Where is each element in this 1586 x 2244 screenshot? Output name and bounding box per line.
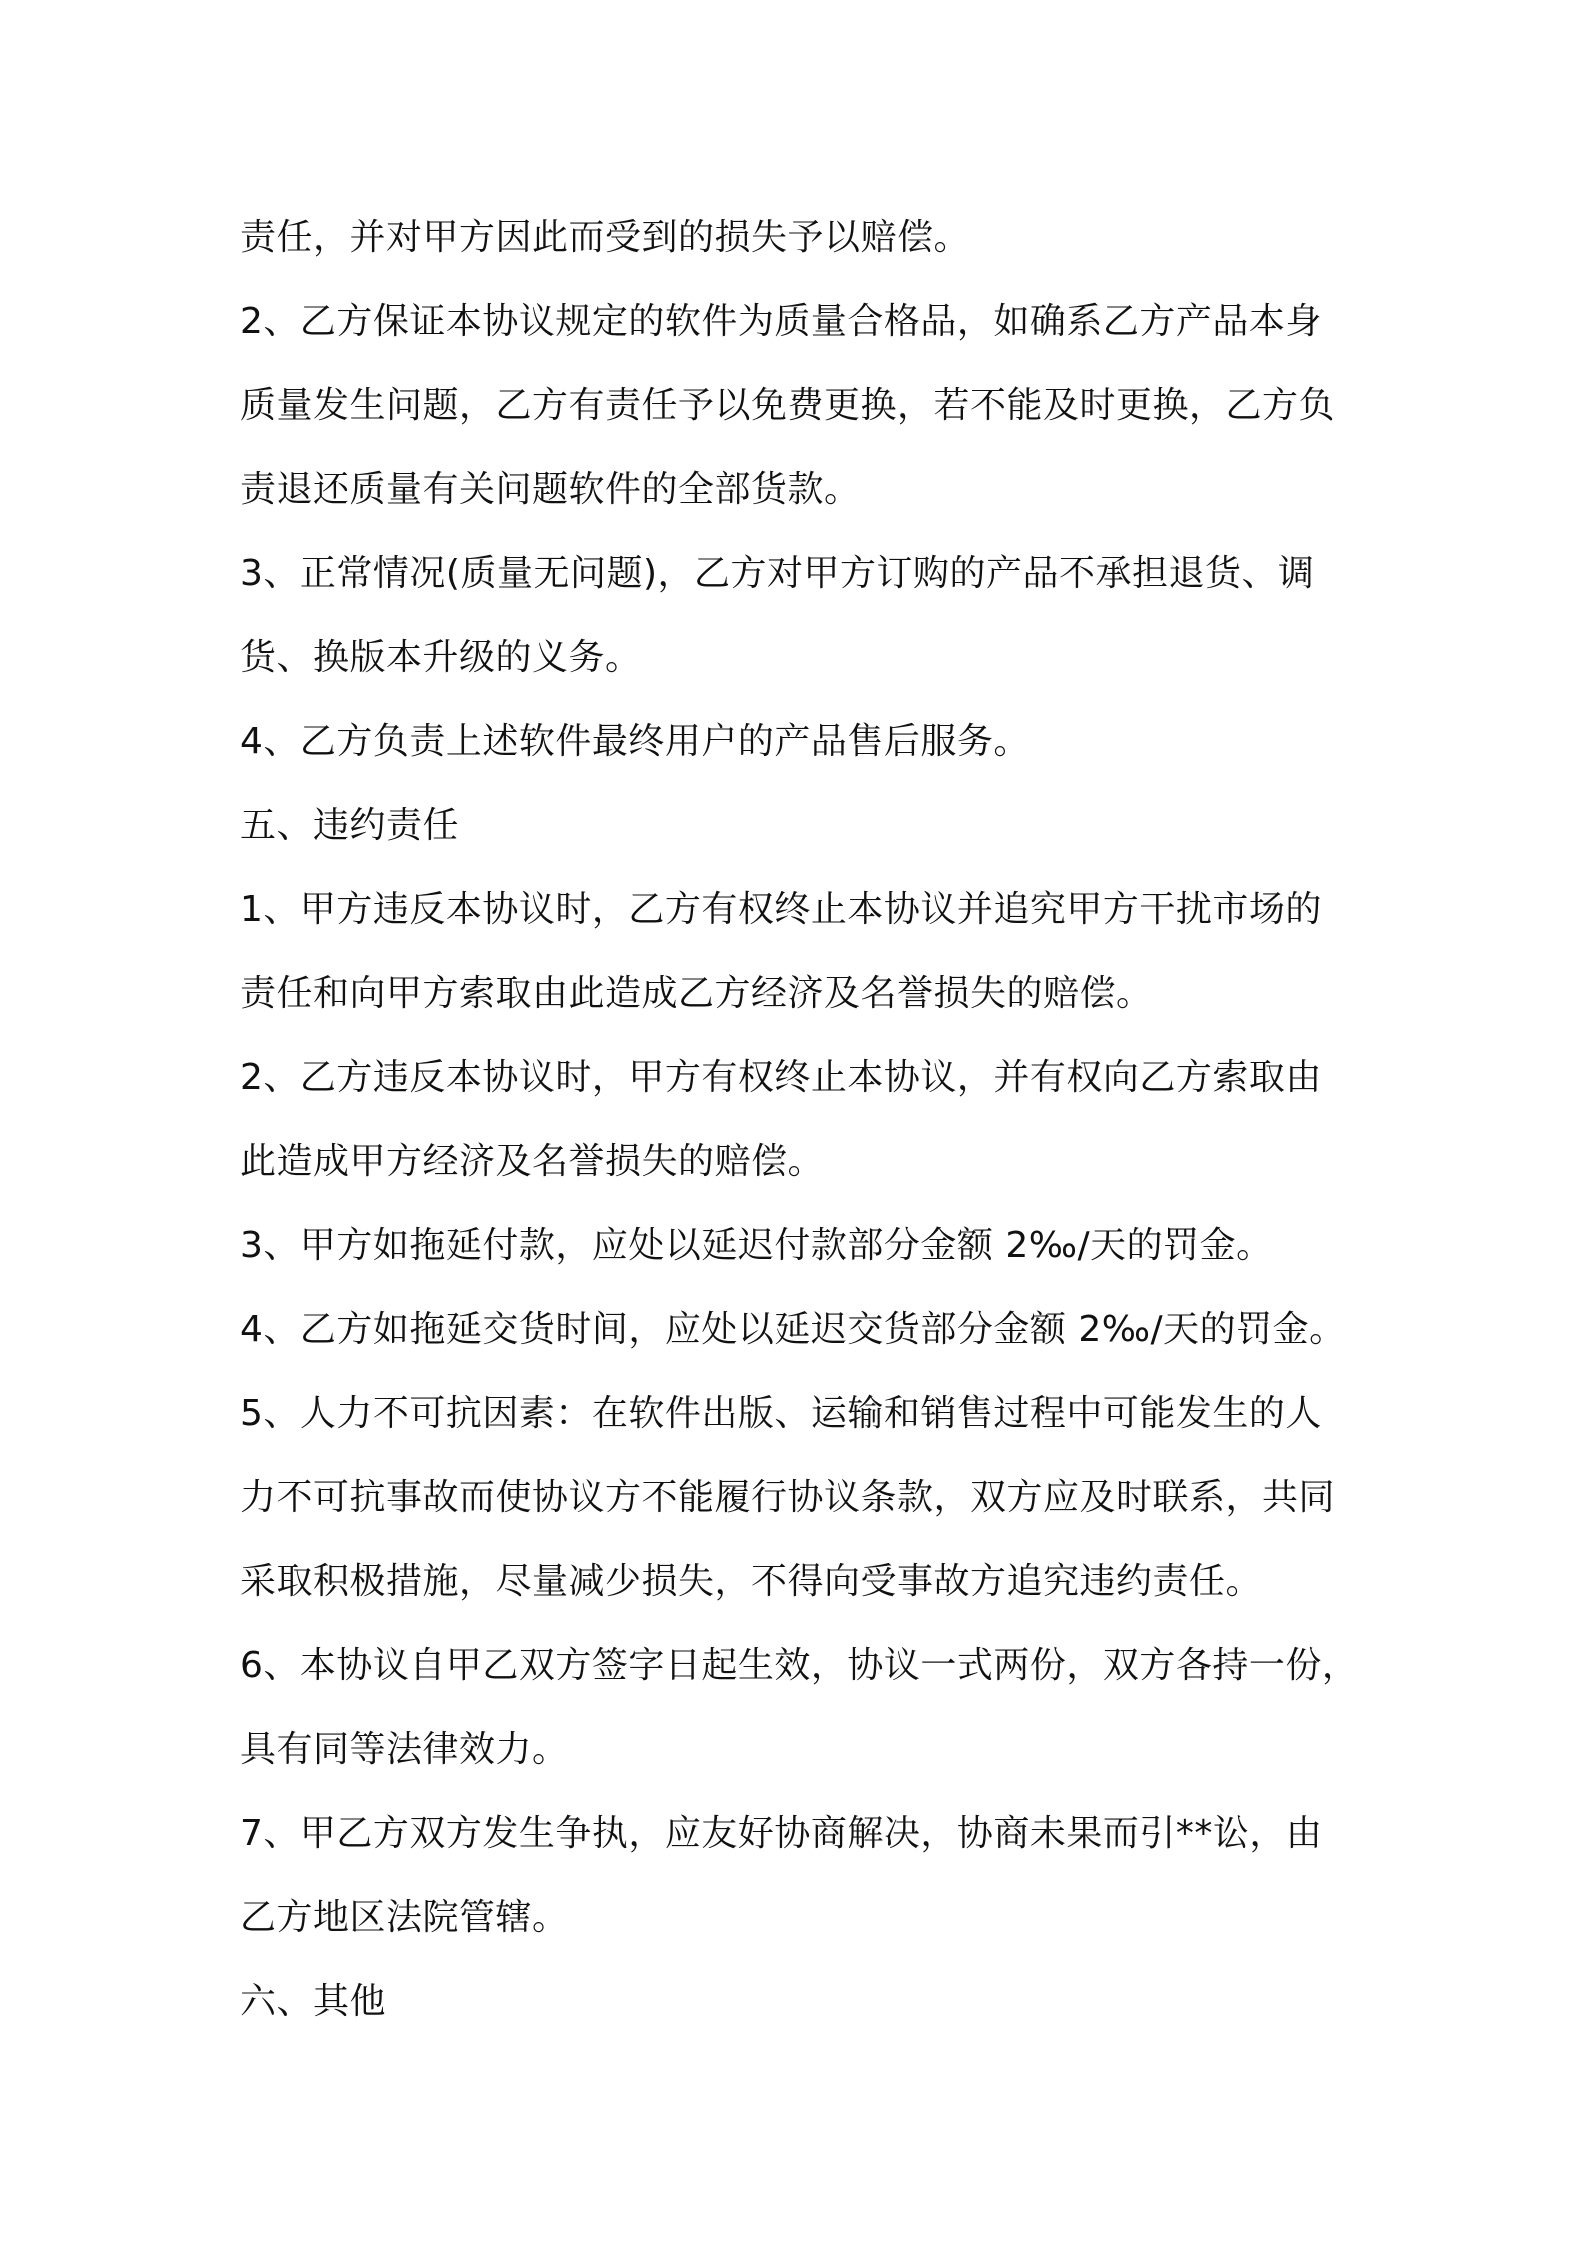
text-line: 力不可抗事故而使协议方不能履行协议条款，双方应及时联系，共同 [240, 1477, 1336, 1518]
text-line: 乙方地区法院管辖。 [240, 1897, 569, 1938]
text-line: 责任和向甲方索取由此造成乙方经济及名誉损失的赔偿。 [240, 973, 1153, 1014]
text-line: 具有同等法律效力。 [240, 1729, 569, 1770]
text-line: 5、人力不可抗因素：在软件出版、运输和销售过程中可能发生的人 [240, 1393, 1322, 1434]
text-line: 责退还质量有关问题软件的全部货款。 [240, 469, 861, 510]
document-body [240, 196, 1390, 2044]
text-line: 此造成甲方经济及名誉损失的赔偿。 [240, 1141, 825, 1182]
text-line: 3、甲方如拖延付款，应处以延迟付款部分金额 2‰/天的罚金。 [240, 1225, 1273, 1266]
text-line: 2、乙方违反本协议时，甲方有权终止本协议，并有权向乙方索取由 [240, 1057, 1322, 1098]
section-heading: 六、其他 [240, 1981, 387, 2022]
text-line: 4、乙方负责上述软件最终用户的产品售后服务。 [240, 721, 1030, 762]
text-line: 3、正常情况(质量无问题)，乙方对甲方订购的产品不承担退货、调 [240, 553, 1315, 594]
text-line: 责任，并对甲方因此而受到的损失予以赔偿。 [240, 217, 971, 258]
text-line: 货、换版本升级的义务。 [240, 637, 642, 678]
text-line: 2、乙方保证本协议规定的软件为质量合格品，如确系乙方产品本身 [240, 301, 1322, 342]
section-heading: 五、违约责任 [240, 805, 460, 846]
text-line: 采取积极措施，尽量减少损失，不得向受事故方追究违约责任。 [240, 1561, 1263, 1602]
text-line: 6、本协议自甲乙双方签字日起生效，协议一式两份，双方各持一份， [240, 1645, 1359, 1686]
text-line: 1、甲方违反本协议时，乙方有权终止本协议并追究甲方干扰市场的 [240, 889, 1322, 930]
text-line: 质量发生问题，乙方有责任予以免费更换，若不能及时更换，乙方负 [240, 385, 1336, 426]
text-line: 4、乙方如拖延交货时间，应处以延迟交货部分金额 2‰/天的罚金。 [240, 1309, 1346, 1350]
text-line: 7、甲乙方双方发生争执，应友好协商解决，协商未果而引**讼，由 [240, 1813, 1323, 1854]
